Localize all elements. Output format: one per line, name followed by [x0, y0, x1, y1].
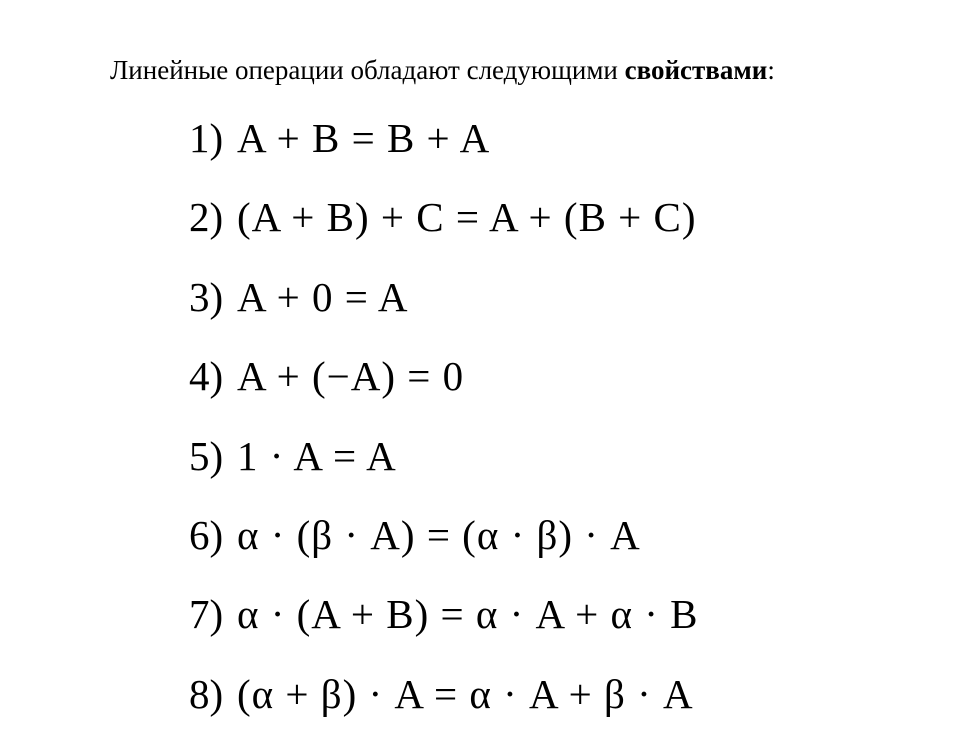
property-formula: A + (−A) = 0 [237, 353, 465, 400]
property-number: 2) [189, 194, 224, 241]
slide-heading [110, 50, 775, 90]
property-number: 7) [189, 591, 224, 638]
property-number: 1) [189, 115, 224, 161]
property-2 [189, 188, 698, 267]
property-number: 4) [189, 353, 224, 400]
property-formula: (A + B) + C = A + (B + C) [237, 194, 697, 241]
property-formula: α · (β · A) = (α · β) · A [237, 511, 641, 558]
property-6 [189, 506, 698, 585]
property-formula: (α + β) · A = α · A + β · A [237, 670, 694, 717]
property-number: 6) [189, 511, 224, 558]
property-formula: 1 · A = A [237, 432, 397, 479]
property-number: 3) [189, 273, 224, 320]
property-1 [189, 109, 698, 188]
property-formula: α · (A + B) = α · A + α · B [237, 591, 699, 638]
property-3 [189, 268, 698, 347]
property-5 [189, 427, 698, 506]
heading-colon: : [767, 55, 775, 85]
property-formula: A + B = B + A [237, 115, 491, 161]
property-number: 5) [189, 432, 224, 479]
property-number: 8) [189, 670, 224, 717]
property-4 [189, 347, 698, 426]
property-8 [189, 665, 698, 744]
heading-bold-word: свойствами [624, 55, 768, 85]
heading-text: Линейные операции обладают следующими [110, 55, 625, 85]
properties-list [189, 109, 698, 744]
property-formula: A + 0 = A [237, 273, 409, 320]
property-7 [189, 585, 698, 664]
